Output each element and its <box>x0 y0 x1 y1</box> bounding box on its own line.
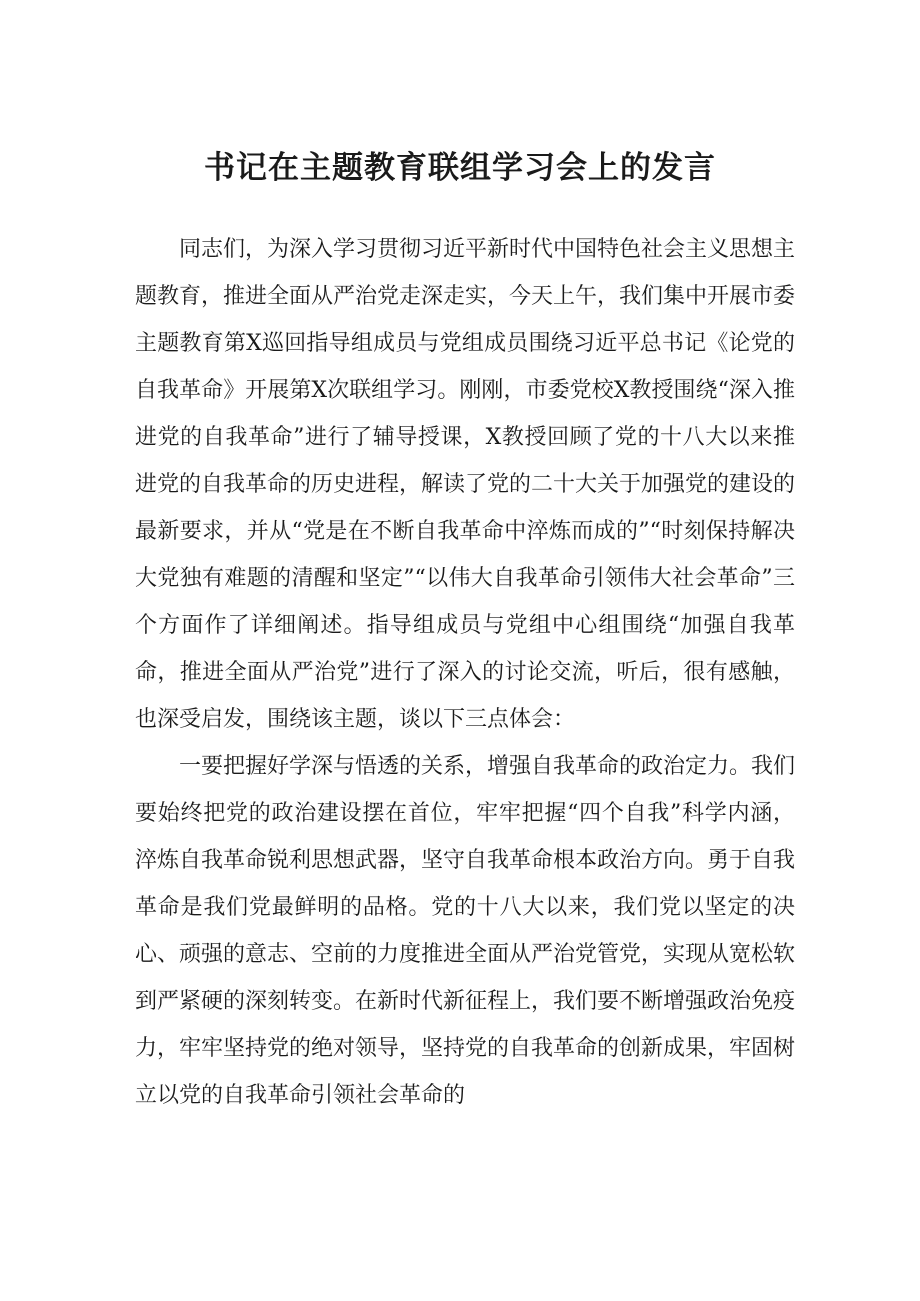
document-body <box>135 226 795 1119</box>
document-title: 书记在主题教育联组学习会上的发言 <box>204 150 716 186</box>
paragraph-point-one: 一要把握好学深与悟透的关系，增强自我革命的政治定力。我们要始终把党的政治建设摆在首位，牢牢把握“四个自我”科学内涵，淬炼自我革命锐利思想武器，坚守自我革命根本政治方向。勇于自我革命是我们党最鲜明的品格。党的十八大以来，我们党以坚定的决心、顽强的意志、空前的力度推进全面从严治党管党，实现从宽松软到严紧硬的深刻转变。在新时代新征程上，我们要不断增强政治免疫力，牢牢坚持党的绝对领导，坚持党的自我革命的创新成果，牢固树立以党的自我革命引领社会革命的 <box>135 754 796 1108</box>
paragraph-intro: 同志们，为深入学习贯彻习近平新时代中国特色社会主义思想主题教育，推进全面从严治党走深走实，今天上午，我们集中开展市委主题教育第X巡回指导组成员与党组成员围绕习近平总书记《论党的自我革命》开展第X次联组学习。刚刚，市委党校X教授围绕“深入推进党的自我革命”进行了辅导授课，X教授回顾了党的十八大以来推进党的自我革命的历史进程，解读了党的二十大关于加强党的建设的最新要求，并从“党是在不断自我革命中淬炼而成的”“时刻保持解决大党独有难题的清醒和坚定”“以伟大自我革命引领伟大社会革命”三个方面作了详细阐述。指导组成员与党组中心组围绕“加强自我革命，推进全面从严治党”进行了深入的讨论交流，听后，很有感触，也深受启发，围绕该主题，谈以下三点体会： <box>135 237 796 732</box>
